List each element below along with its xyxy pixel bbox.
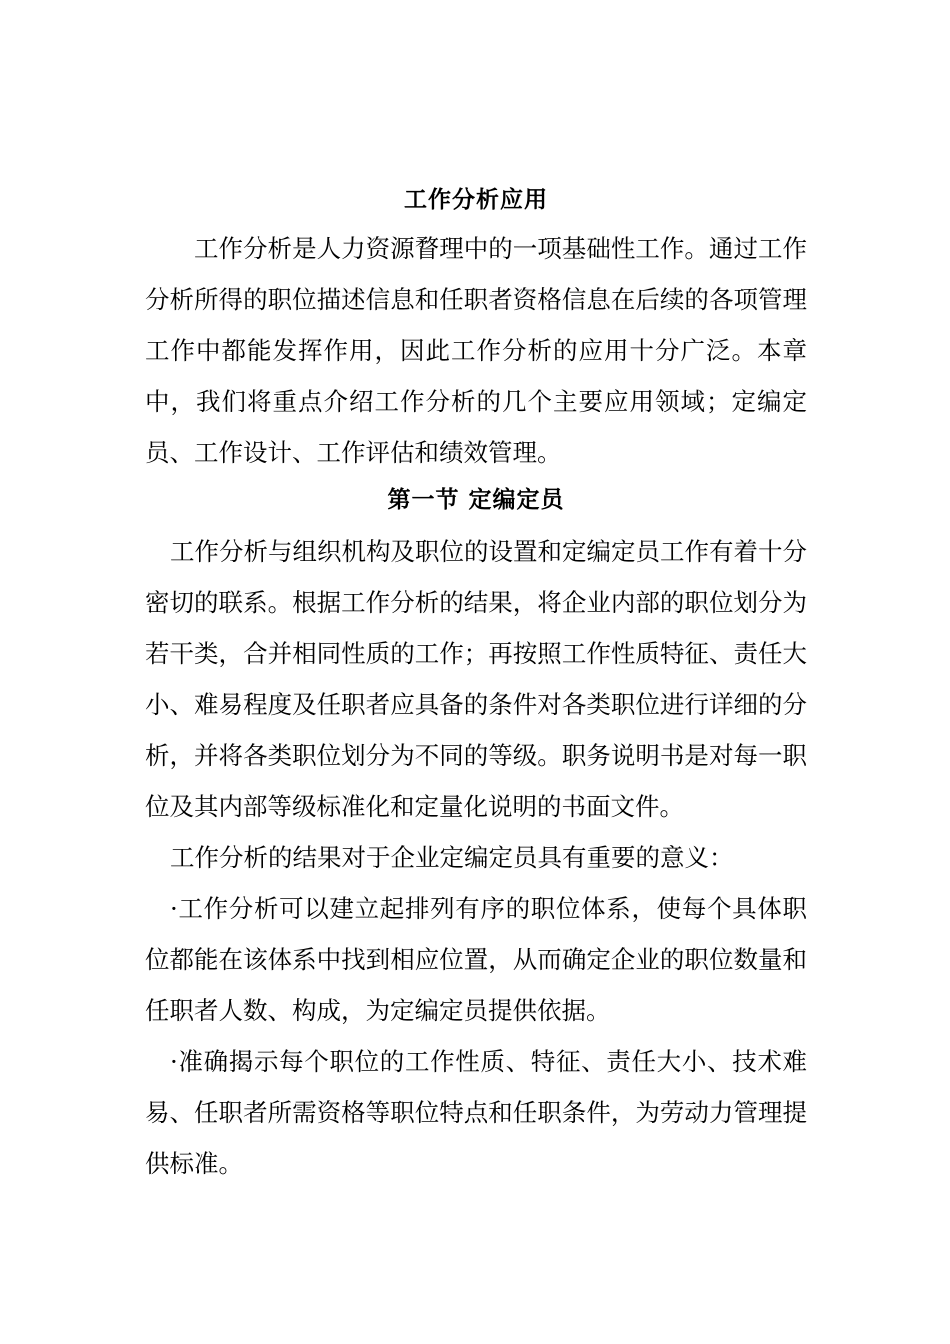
section-paragraph-2: 工作分析的结果对于企业定编定员具有重要的意义：	[170, 843, 734, 872]
section-paragraph-1: 工作分析与组织机构及职位的设置和定编定员工作有着十分密切的联系。根据工作分析的结果，将企业内部的职位划分为若干类，合并相同性质的工作；再按照工作性质特征、责任大小、难易程度及任职者应具备的条件对各类职位进行详细的分析，并将各类职位划分为不同的等级。职务说明书是对每一职位及其内部等级标准化和定量化说明的书面文件。	[145, 537, 807, 821]
document-page	[145, 180, 807, 1189]
bullet-paragraph-2: ·准确揭示每个职位的工作性质、特征、责任大小、技术难易、任职者所需资格等职位特点和任职条件，为劳动力管理提供标准。	[145, 1047, 807, 1178]
intro-paragraph: 工作分析是人力资源瞀理中的一项基础性工作。通过工作分析所得的职位描述信息和任职者资格信息在后续的各项管理工作中都能发挥作用，因此工作分析的应用十分广泛。本章中，我们将重点介绍工作分析的几个主要应用领域；定编定员、工作设计、工作评估和绩效管理。	[145, 234, 807, 467]
bullet-paragraph-1: ·工作分析可以建立起排列有序的职位体系，使每个具体职位都能在该体系中找到相应位置，从而确定企业的职位数量和任职者人数、构成，为定编定员提供依据。	[145, 894, 807, 1025]
section-title: 第一节 定编定员	[387, 486, 565, 513]
document-title: 工作分析应用	[404, 186, 548, 213]
